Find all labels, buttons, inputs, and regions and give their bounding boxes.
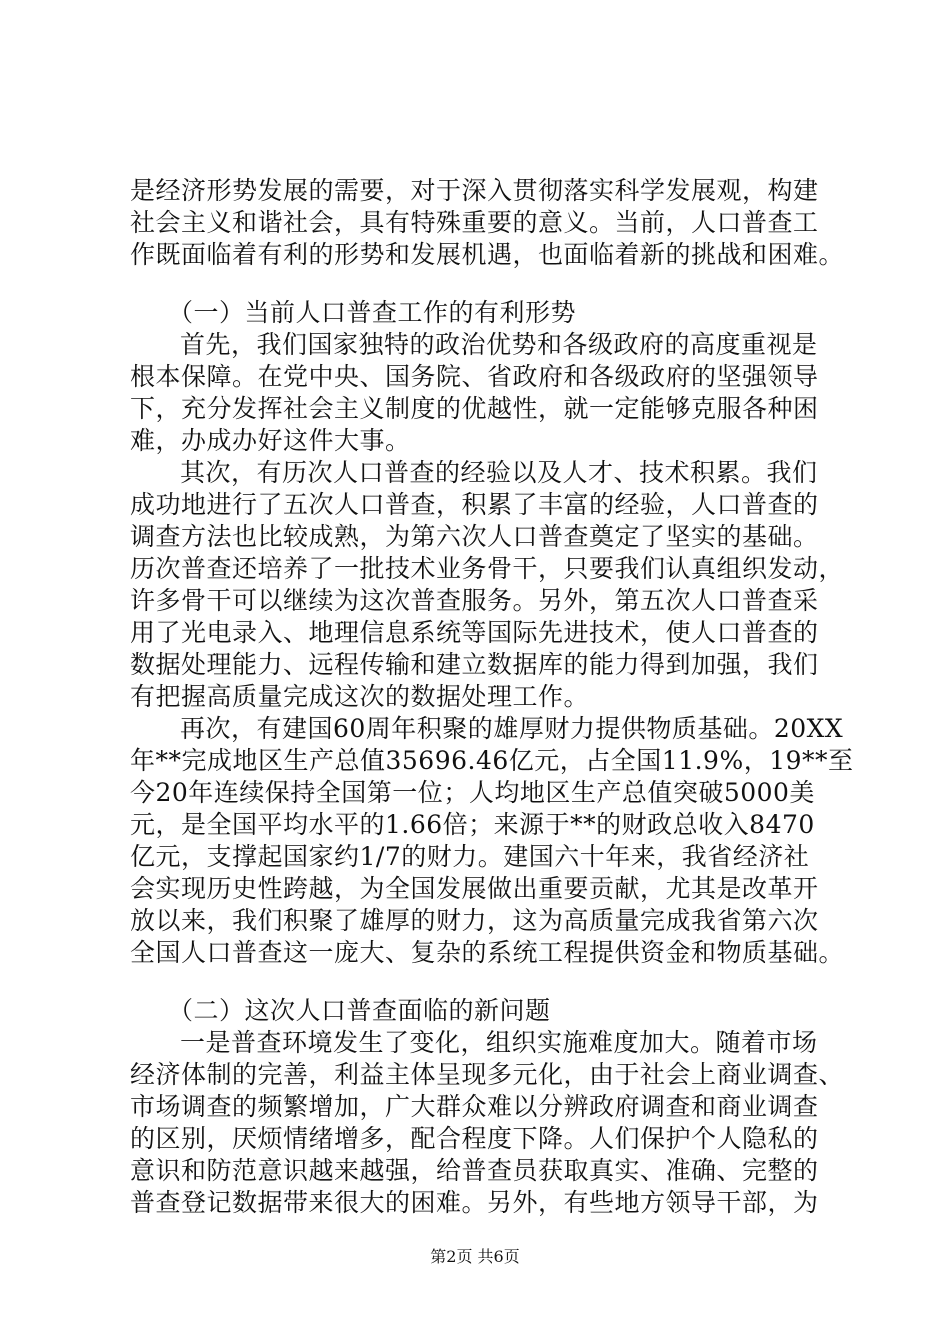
paragraph-line: 难，办成办好这件大事。 — [130, 426, 411, 455]
paragraph-line: 下，充分发挥社会主义制度的优越性，就一定能够克服各种困 — [130, 394, 819, 423]
paragraph-line: 成功地进行了五次人口普查，积累了丰富的经验，人口普查的 — [130, 490, 819, 519]
paragraph-line: 普查登记数据带来很大的困难。另外，有些地方领导干部，为 — [130, 1188, 819, 1217]
section-heading-2: （二）这次人口普查面临的新问题 — [168, 996, 551, 1025]
paragraph-line: 有把握高质量完成这次的数据处理工作。 — [130, 682, 590, 711]
paragraph-line: 的区别，厌烦情绪增多，配合程度下降。人们保护个人隐私的 — [130, 1124, 819, 1153]
paragraph-line: 社会主义和谐社会，具有特殊重要的意义。当前，人口普查工 — [130, 208, 819, 237]
paragraph-line: 年**完成地区生产总值35696.46亿元，占全国11.9%，19**至 — [130, 746, 854, 775]
paragraph-line: 是经济形势发展的需要，对于深入贯彻落实科学发展观，构建 — [130, 176, 819, 205]
paragraph-line: 历次普查还培养了一批技术业务骨干，只要我们认真组织发动， — [130, 554, 845, 583]
paragraph-line: 根本保障。在党中央、国务院、省政府和各级政府的坚强领导 — [130, 362, 819, 391]
paragraph-line: 作既面临着有利的形势和发展机遇，也面临着新的挑战和困难。 — [130, 240, 845, 269]
paragraph-line: 数据处理能力、远程传输和建立数据库的能力得到加强，我们 — [130, 650, 819, 679]
paragraph-line: 再次，有建国60周年积聚的雄厚财力提供物质基础。20XX — [180, 714, 844, 743]
paragraph-line: 今20年连续保持全国第一位；人均地区生产总值突破5000美 — [130, 778, 815, 807]
paragraph-line: 全国人口普查这一庞大、复杂的系统工程提供资金和物质基础。 — [130, 938, 845, 967]
paragraph-line: 调查方法也比较成熟，为第六次人口普查奠定了坚实的基础。 — [130, 522, 819, 551]
paragraph-line: 一是普查环境发生了变化，组织实施难度加大。随着市场 — [180, 1028, 818, 1057]
paragraph-line: 放以来，我们积聚了雄厚的财力，这为高质量完成我省第六次 — [130, 906, 819, 935]
paragraph-line: 首先，我们国家独特的政治优势和各级政府的高度重视是 — [180, 330, 818, 359]
paragraph-line: 其次，有历次人口普查的经验以及人才、技术积累。我们 — [180, 458, 818, 487]
paragraph-line: 许多骨干可以继续为这次普查服务。另外，第五次人口普查采 — [130, 586, 819, 615]
paragraph-line: 元，是全国平均水平的1.66倍；来源于**的财政总收入8470 — [130, 810, 815, 839]
page-footer: 第2页 共6页 — [430, 1247, 520, 1266]
paragraph-line: 亿元，支撑起国家约1/7的财力。建国六十年来，我省经济社 — [130, 842, 810, 871]
paragraph-line: 经济体制的完善，利益主体呈现多元化，由于社会上商业调查、 — [130, 1060, 845, 1089]
paragraph-line: 市场调查的频繁增加，广大群众难以分辨政府调查和商业调查 — [130, 1092, 819, 1121]
paragraph-line: 意识和防范意识越来越强，给普查员获取真实、准确、完整的 — [130, 1156, 819, 1185]
section-heading-1: （一）当前人口普查工作的有利形势 — [168, 298, 577, 327]
paragraph-line: 会实现历史性跨越，为全国发展做出重要贡献，尤其是改革开 — [130, 874, 819, 903]
paragraph-line: 用了光电录入、地理信息系统等国际先进技术，使人口普查的 — [130, 618, 819, 647]
